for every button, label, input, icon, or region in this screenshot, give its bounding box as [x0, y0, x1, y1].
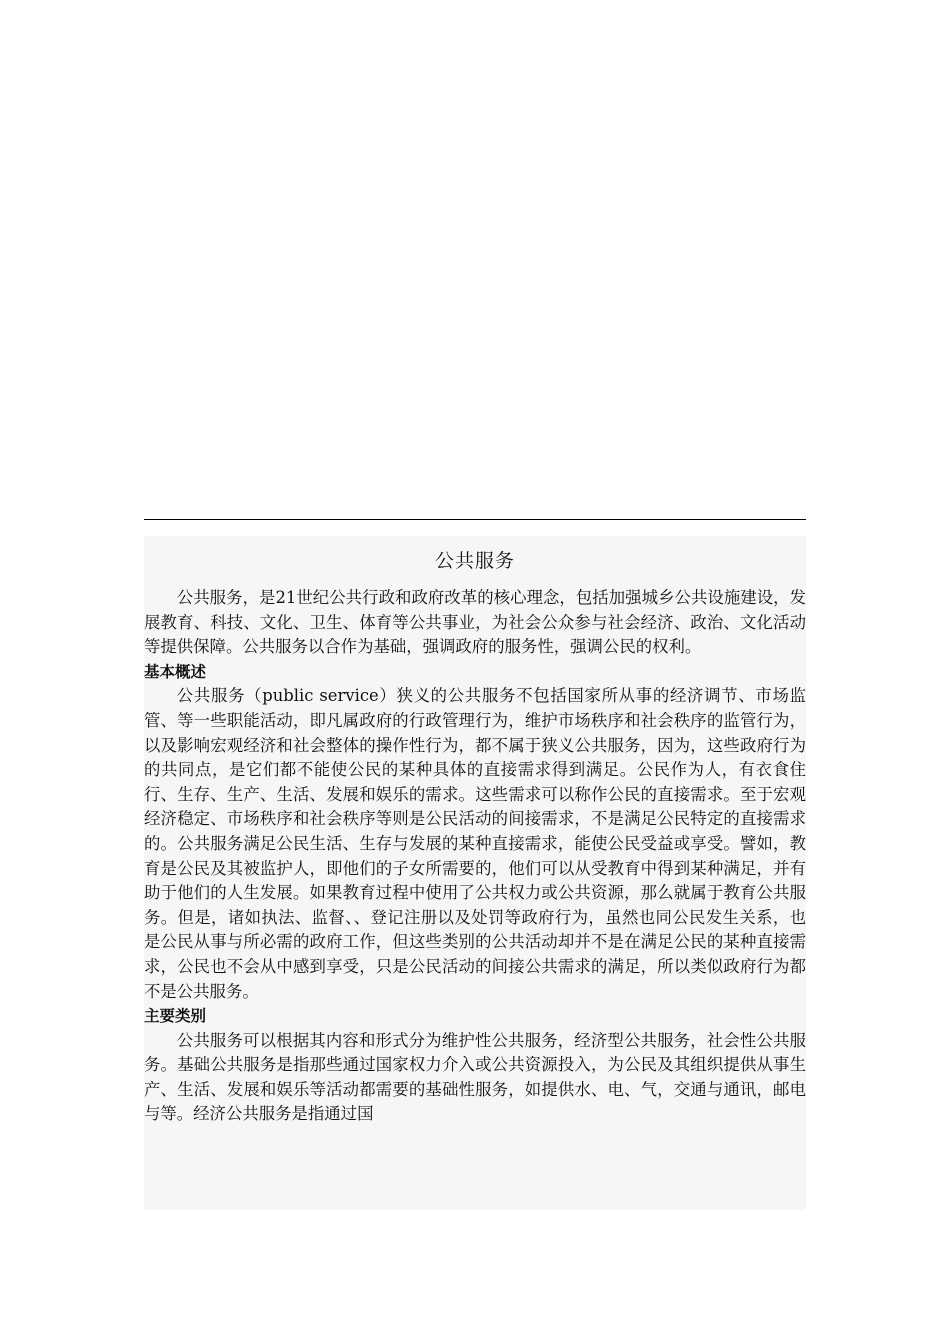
section-heading-overview: 基本概述: [144, 662, 207, 681]
section-body-overview: 公共服务（public service）狭义的公共服务不包括国家所从事的经济调节、市场监管、等一些职能活动，即凡属政府的行政管理行为，维护市场秩序和社会秩序的监管行为，以及影响宏观经济和社会整体的操作性行为，都不属于狭义公共服务，因为，这些政府行为的共同点，是它们都不能使公民的某种具体的直接需求得到满足。公民作为人，有衣食住行、生存、生产、生活、发展和娱乐的需求。这些需求可以称作公民的直接需求。至于宏观经济稳定、市场秩序和社会秩序等则是公民活动的间接需求，不是满足公民特定的直接需求的。公共服务满足公民生活、生存与发展的某种直接需求，能使公民受益或享受。譬如，教育是公民及其被监护人，即他们的子女所需要的，他们可以从受教育中得到某种满足，并有助于他们的人生发展。如果教育过程中使用了公共权力或公共资源，那么就属于教育公共服务。但是，诸如执法、监督、、登记注册以及处罚等政府行为，虽然也同公民发生关系，也是公民从事与所必需的政府工作，但这些类别的公共活动却并不是在满足公民的某种直接需求，公民也不会从中感到享受，只是公民活动的间接公共需求的满足，所以类似政府行为都不是公共服务。: [144, 686, 806, 1001]
article-title: 公共服务: [434, 550, 515, 572]
intro-paragraph: 公共服务，是21世纪公共行政和政府改革的核心理念，包括加强城乡公共设施建设，发展教育、科技、文化、卫生、体育等公共事业，为社会公众参与社会经济、政治、文化活动等提供保障。公共服务以合作为基础，强调政府的服务性，强调公民的权利。: [144, 588, 806, 657]
section-heading-categories: 主要类别: [144, 1007, 207, 1026]
header-divider: [144, 519, 806, 520]
article-body: [144, 536, 806, 1210]
section-body-categories: 公共服务可以根据其内容和形式分为维护性公共服务，经济型公共服务，社会性公共服务。基础公共服务是指那些通过国家权力介入或公共资源投入，为公民及其组织提供从事生产、生活、发展和娱乐等活动都需要的基础性服务，如提供水、电、气，交通与通讯，邮电与等。经济公共服务是指通过国: [144, 1030, 806, 1124]
